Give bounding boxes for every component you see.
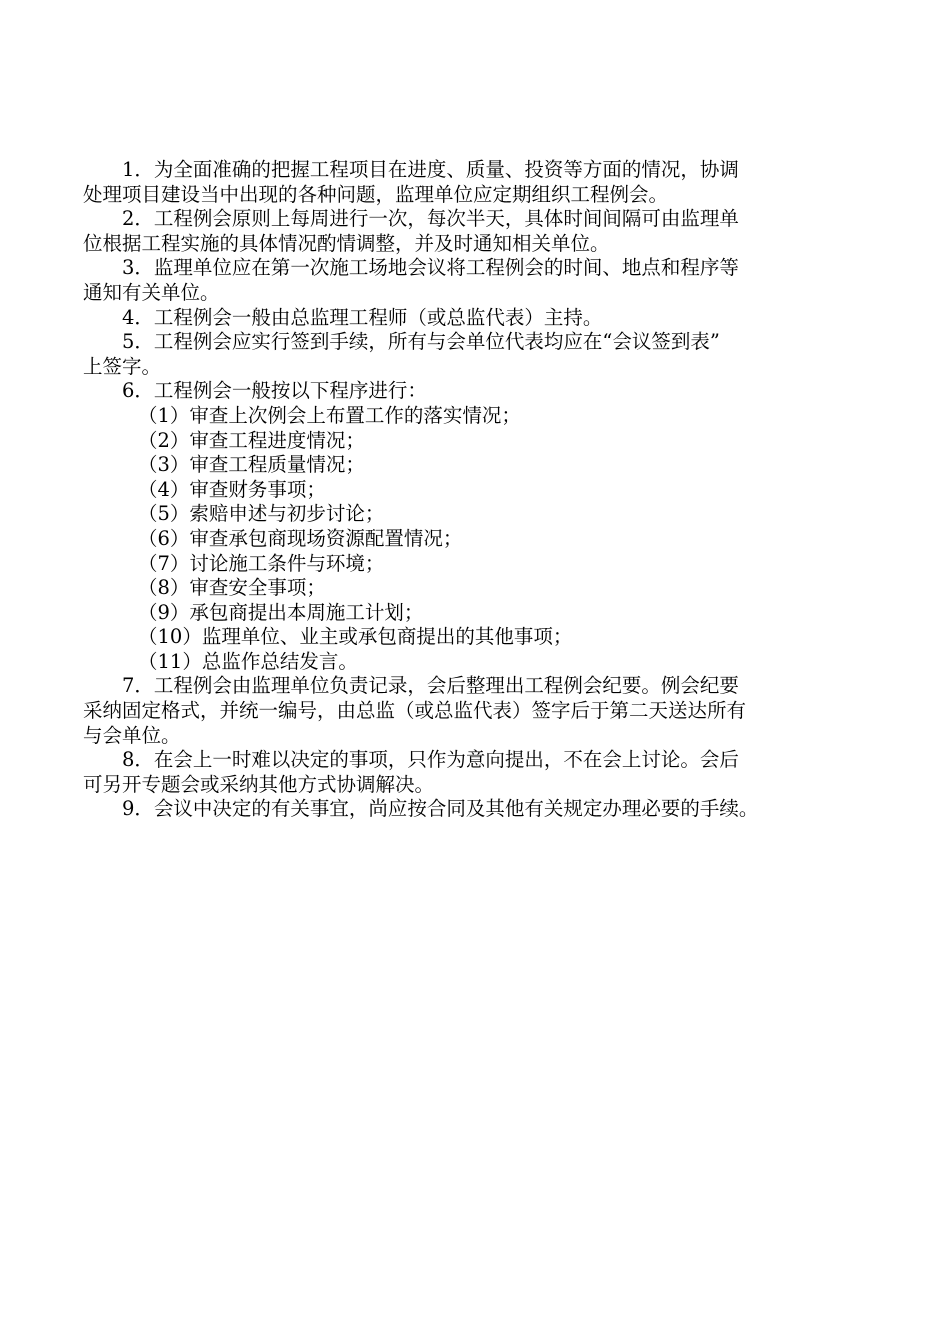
procedure-item: （4）审查财务事项；: [138, 477, 326, 501]
procedure-item: （9）承包商提出本周施工计划；: [138, 600, 424, 624]
procedure-item: （2）审查工程进度情况；: [138, 428, 365, 452]
procedure-item: （5）索赔申述与初步讨论；: [138, 502, 385, 526]
paragraph-5: 5．工程例会应实行签到手续，所有与会单位代表均应在“会议签到表” 上签字。: [83, 330, 720, 378]
paragraph-7: 7．工程例会由监理单位负责记录，会后整理出工程例会纪要。例会纪要 采纳固定格式，并统一编号，由总监（或总监代表）签字后于第二天送达所有 与会单位。: [83, 674, 747, 747]
procedure-item: （7）讨论施工条件与环境；: [138, 551, 385, 575]
procedure-item: （11）总监作总结发言。: [138, 649, 358, 673]
procedure-item: （10）监理单位、业主或承包商提出的其他事项；: [138, 625, 573, 649]
procedure-item: （8）审查安全事项；: [138, 576, 326, 600]
document-body: [83, 158, 863, 822]
paragraph-8: 8．在会上一时难以决定的事项，只作为意向提出，不在会上讨论。会后 可另开专题会或采纳其他方式协调解决。: [83, 748, 739, 796]
procedure-item: （6）审查承包商现场资源配置情况；: [138, 526, 463, 550]
paragraph-2: 2．工程例会原则上每周进行一次，每次半天，具体时间间隔可由监理单 位根据工程实施的具体情况酌情调整，并及时通知相关单位。: [83, 207, 739, 255]
paragraph-1: 1．为全面准确的把握工程项目在进度、质量、投资等方面的情况，协调 处理项目建设当中出现的各种问题，监理单位应定期组织工程例会。: [83, 158, 739, 206]
procedure-item: （3）审查工程质量情况；: [138, 453, 365, 477]
paragraph-3: 3．监理单位应在第一次施工场地会议将工程例会的时间、地点和程序等 通知有关单位。: [83, 256, 739, 304]
paragraph-6: 6．工程例会一般按以下程序进行：: [122, 379, 427, 403]
paragraph-4: 4．工程例会一般由总监理工程师（或总监代表）主持。: [122, 305, 603, 329]
paragraph-9: 9．会议中决定的有关事宜，尚应按合同及其他有关规定办理必要的手续。: [122, 797, 759, 821]
procedure-list: [83, 404, 863, 675]
procedure-item: （1）审查上次例会上布置工作的落实情况；: [138, 403, 521, 427]
